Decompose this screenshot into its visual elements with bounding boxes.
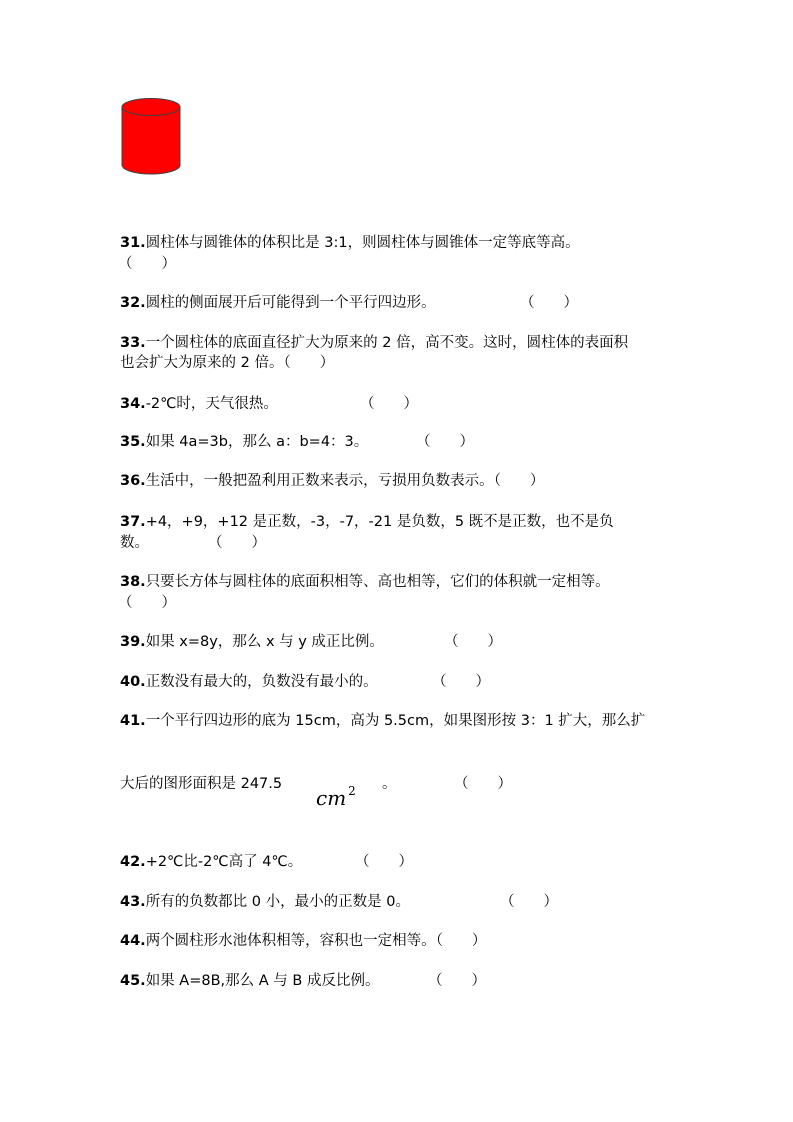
answer-blank-43[interactable]	[500, 892, 558, 912]
red-cylinder-figure	[120, 97, 182, 177]
question-text: 圆柱的侧面展开后可能得到一个平行四边形。	[145, 295, 436, 311]
question-text: +4，+9，+12 是正数，-3，-7，-21 是负数，5 既不是正数，也不是负	[145, 514, 614, 530]
question-43	[120, 892, 410, 912]
question-37	[120, 512, 614, 532]
question-42	[120, 852, 302, 872]
question-number: 42.	[120, 854, 146, 870]
question-number: 40.	[120, 674, 146, 690]
question-text: 所有的负数都比 0 小，最小的正数是 0。	[145, 894, 410, 910]
question-33-line2	[120, 353, 334, 373]
answer-blank-45[interactable]	[428, 971, 486, 991]
answer-paren: （ ）	[208, 535, 266, 551]
question-35	[120, 432, 368, 452]
question-44	[120, 931, 486, 951]
question-text: 正数没有最大的，负数没有最小的。	[145, 674, 378, 690]
answer-paren: （ ）	[416, 434, 474, 450]
question-text: 一个平行四边形的底为 15cm，高为 5.5cm，如果图形按 3：1 扩大，那么扩	[145, 713, 646, 729]
answer-paren: （ ）	[444, 634, 502, 650]
question-41-period: 。	[382, 776, 397, 792]
question-37-line2	[120, 533, 149, 553]
question-text-continued: 数。	[120, 535, 149, 551]
answer-blank-37[interactable]	[208, 533, 266, 553]
question-33	[120, 333, 628, 353]
question-32	[120, 293, 436, 313]
question-number: 32.	[120, 295, 146, 311]
answer-paren: （ ）	[432, 674, 490, 690]
question-number: 39.	[120, 634, 146, 650]
answer-paren: （ ）	[454, 776, 512, 792]
answer-paren: （ ）	[355, 854, 413, 870]
question-40	[120, 672, 378, 692]
answer-blank-35[interactable]	[416, 432, 474, 452]
question-text-continued: 大后的图形面积是 247.5	[120, 776, 283, 792]
area-unit-cm2: cm $^2$	[316, 784, 356, 810]
question-41	[120, 711, 645, 731]
answer-paren[interactable]: （ ）	[493, 473, 545, 489]
question-number: 41.	[120, 713, 146, 729]
answer-paren: （ ）	[118, 256, 176, 272]
question-text: 只要长方体与圆柱体的底面积相等、高也相等，它们的体积就一定相等。	[145, 574, 610, 590]
answer-paren[interactable]: （ ）	[283, 355, 335, 371]
question-text: 如果 x=8y，那么 x 与 y 成正比例。	[145, 634, 384, 650]
question-number: 43.	[120, 894, 146, 910]
question-text: 圆柱体与圆锥体的体积比是 3:1，则圆柱体与圆锥体一定等底等高。	[145, 235, 580, 251]
question-45	[120, 971, 379, 991]
answer-paren[interactable]: （ ）	[435, 933, 487, 949]
question-number: 34.	[120, 396, 146, 412]
answer-blank-40[interactable]	[432, 672, 490, 692]
question-number: 45.	[120, 973, 146, 989]
question-text: 两个圆柱形水池体积相等，容积也一定相等。	[145, 933, 436, 949]
answer-paren: （ ）	[360, 396, 418, 412]
answer-blank-39[interactable]	[444, 632, 502, 652]
question-text-continued: 也会扩大为原来的 2 倍。	[120, 355, 284, 371]
question-number: 35.	[120, 434, 146, 450]
question-36	[120, 471, 544, 491]
question-number: 36.	[120, 473, 146, 489]
question-text: 生活中，一般把盈利用正数来表示，亏损用负数表示。	[145, 473, 494, 489]
answer-blank-32[interactable]	[520, 293, 578, 313]
answer-blank-38[interactable]	[118, 593, 176, 613]
question-text: -2℃时，天气很热。	[145, 396, 278, 412]
question-text: 一个圆柱体的底面直径扩大为原来的 2 倍，高不变。这时，圆柱体的表面积	[145, 335, 629, 351]
answer-blank-31[interactable]	[118, 254, 176, 274]
question-number: 37.	[120, 514, 146, 530]
question-number: 38.	[120, 574, 146, 590]
question-39	[120, 632, 384, 652]
question-38	[120, 572, 610, 592]
answer-blank-41[interactable]	[454, 774, 512, 794]
question-number: 33.	[120, 335, 146, 351]
question-text: 如果 A=8B,那么 A 与 B 成反比例。	[145, 973, 380, 989]
question-number: 44.	[120, 933, 146, 949]
question-text: 如果 4a=3b，那么 a：b=4：3。	[145, 434, 369, 450]
question-31	[120, 233, 580, 253]
question-number: 31.	[120, 235, 146, 251]
answer-blank-34[interactable]	[360, 394, 418, 414]
answer-paren: （ ）	[520, 295, 578, 311]
answer-paren: （ ）	[118, 595, 176, 611]
answer-blank-42[interactable]	[355, 852, 413, 872]
question-34	[120, 394, 278, 414]
question-41-line2	[120, 774, 282, 794]
answer-paren: （ ）	[500, 894, 558, 910]
question-text: +2℃比-2℃高了 4℃。	[145, 854, 303, 870]
answer-paren: （ ）	[428, 973, 486, 989]
